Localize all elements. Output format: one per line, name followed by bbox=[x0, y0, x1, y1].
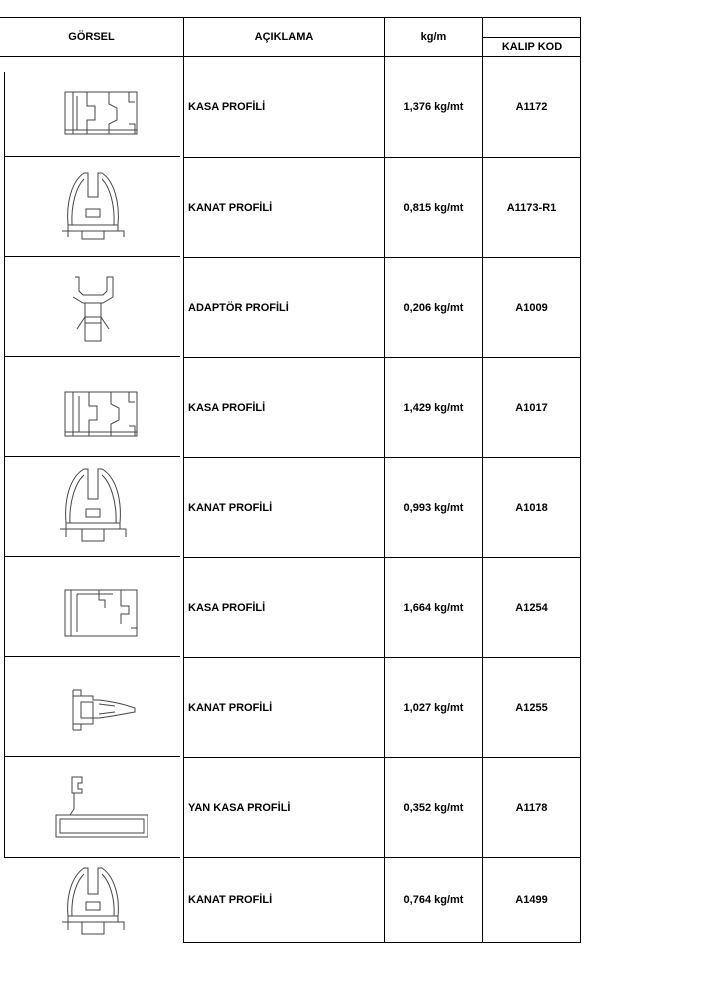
row-5-image bbox=[5, 458, 180, 556]
row-5-description: KANAT PROFİLİ bbox=[188, 501, 273, 514]
img-row-line-1 bbox=[4, 156, 180, 157]
row-4-description: KASA PROFİLİ bbox=[188, 401, 266, 414]
row-6-image bbox=[5, 572, 180, 656]
img-row-line-3 bbox=[4, 356, 180, 357]
row-5-weight: 0,993 kg/mt bbox=[403, 501, 464, 514]
row-6-weight: 1,664 kg/mt bbox=[403, 601, 464, 614]
kasa-profile-icon bbox=[43, 84, 143, 144]
kanat-profile-icon bbox=[48, 864, 138, 940]
col-sep-1-body bbox=[183, 57, 184, 943]
row-8-weight: 0,352 kg/mt bbox=[403, 801, 464, 814]
row-9-image bbox=[5, 862, 180, 942]
adaptor-profile-icon bbox=[53, 267, 133, 347]
row-2-image bbox=[5, 158, 180, 256]
header-mold-code: KALIP KOD bbox=[501, 41, 563, 53]
yan-kasa-profile-icon bbox=[38, 769, 148, 845]
row-8-code: A1178 bbox=[515, 801, 548, 814]
row-6-code: A1254 bbox=[515, 601, 548, 614]
img-row-line-8 bbox=[4, 857, 180, 858]
col-sep-1 bbox=[183, 17, 184, 57]
kanat-profile-icon bbox=[48, 167, 138, 247]
header-top-border bbox=[0, 17, 581, 18]
row-3-code: A1009 bbox=[515, 301, 548, 314]
row-8-description: YAN KASA PROFİLİ bbox=[188, 801, 291, 814]
kasa-profile-icon bbox=[43, 584, 143, 644]
row-7-code: A1255 bbox=[515, 701, 548, 714]
row-1-weight: 1,376 kg/mt bbox=[403, 101, 464, 113]
kanat-side-profile-icon bbox=[43, 684, 143, 744]
img-row-line-5 bbox=[4, 556, 180, 557]
row-1-description: KASA PROFİLİ bbox=[188, 101, 266, 113]
row-8-image bbox=[5, 758, 180, 856]
row-9-description: KANAT PROFİLİ bbox=[188, 894, 273, 906]
row-2-code: A1173-R1 bbox=[506, 201, 557, 214]
row-7-description: KANAT PROFİLİ bbox=[188, 701, 273, 714]
img-row-line-2 bbox=[4, 256, 180, 257]
row-2-description: KANAT PROFİLİ bbox=[188, 201, 273, 214]
row-3-weight: 0,206 kg/mt bbox=[403, 301, 464, 314]
img-row-line-4 bbox=[4, 456, 180, 457]
kasa-profile-icon bbox=[43, 384, 143, 444]
col-sep-right bbox=[580, 17, 581, 943]
header-weight: kg/m bbox=[420, 31, 447, 43]
row-9-code: A1499 bbox=[515, 894, 548, 906]
row-7-weight: 1,027 kg/mt bbox=[403, 701, 464, 714]
row-6-description: KASA PROFİLİ bbox=[188, 601, 266, 614]
kanat-profile-icon bbox=[48, 465, 138, 549]
row-5-code: A1018 bbox=[515, 501, 548, 514]
row-line-9 bbox=[183, 942, 581, 943]
row-3-description: ADAPTÖR PROFİLİ bbox=[188, 301, 289, 314]
img-row-line-6 bbox=[4, 656, 180, 657]
row-4-code: A1017 bbox=[515, 401, 548, 414]
row-4-image bbox=[5, 372, 180, 456]
row-3-image bbox=[5, 258, 180, 356]
row-4-weight: 1,429 kg/mt bbox=[403, 401, 464, 414]
row-7-image bbox=[5, 672, 180, 756]
img-row-line-7 bbox=[4, 756, 180, 757]
header-image: GÖRSEL bbox=[68, 31, 115, 43]
row-2-weight: 0,815 kg/mt bbox=[403, 201, 464, 214]
row-1-image bbox=[5, 72, 180, 156]
row-1-code: A1172 bbox=[515, 101, 548, 113]
header-split-line bbox=[483, 37, 581, 38]
row-9-weight: 0,764 kg/mt bbox=[403, 894, 464, 906]
header-description: AÇIKLAMA bbox=[254, 31, 314, 43]
